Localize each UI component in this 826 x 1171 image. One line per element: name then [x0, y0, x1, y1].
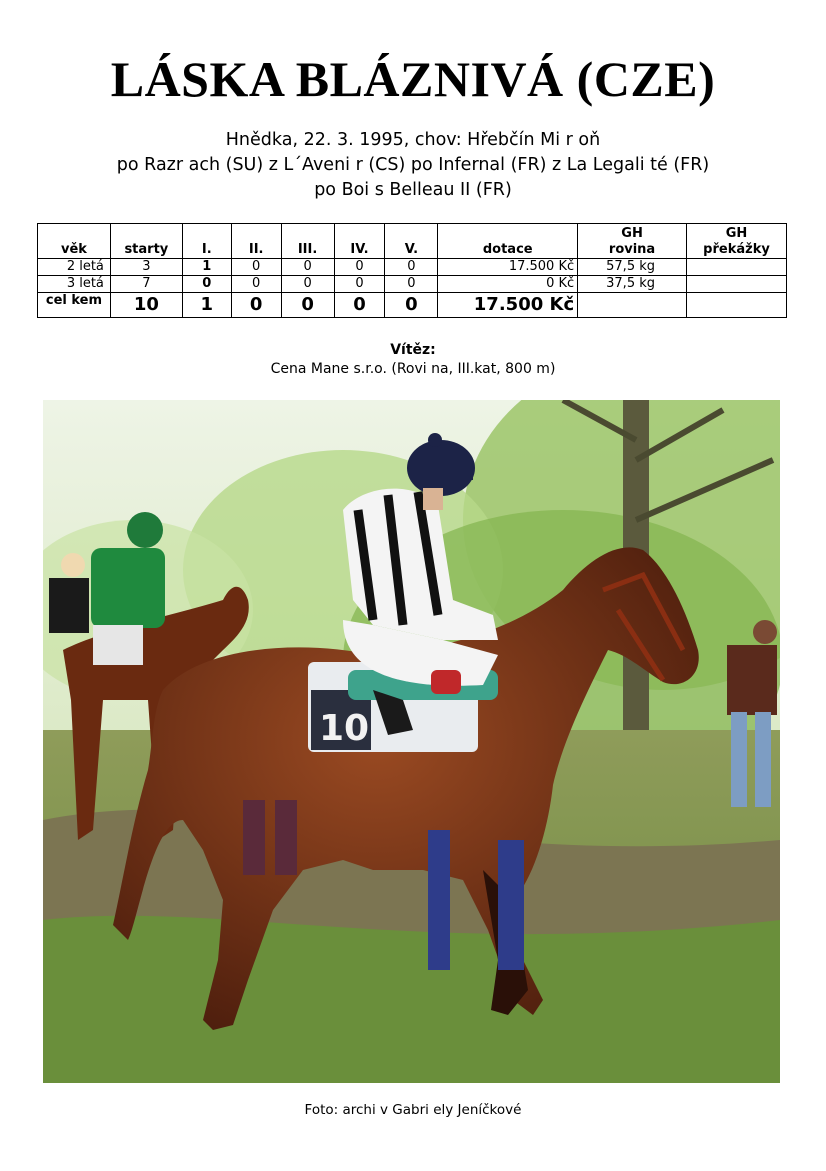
race-statistics-table	[37, 223, 787, 318]
row-prize: 17.500 Kč	[438, 259, 578, 276]
page-title: LÁSKA BLÁZNIVÁ (CZE)	[110, 51, 716, 107]
row-gh-jump	[686, 259, 786, 276]
header-gh-jump	[686, 224, 786, 259]
header-prize: dotace	[438, 224, 578, 259]
row-second: 0	[231, 276, 281, 293]
row-age: 2 letá	[38, 259, 111, 276]
pedigree-block	[0, 128, 826, 203]
row-prize: 0 Kč	[438, 276, 578, 293]
row-starts: 3	[110, 259, 182, 276]
header-starts: starty	[110, 224, 182, 259]
header-gh-flat	[578, 224, 687, 259]
total-gh-jump	[686, 293, 786, 318]
table-row	[38, 259, 787, 276]
table-total-row	[38, 293, 787, 318]
total-second: 0	[231, 293, 281, 318]
header-gh-flat-line2: rovina	[608, 242, 656, 257]
header-age: věk	[38, 224, 111, 259]
row-third: 0	[281, 259, 334, 276]
total-prize: 17.500 Kč	[438, 293, 578, 318]
total-third: 0	[281, 293, 334, 318]
header-second: II.	[231, 224, 281, 259]
horse-photo-illustration	[43, 400, 780, 1083]
row-first: 1	[182, 259, 231, 276]
row-fifth: 0	[385, 259, 438, 276]
total-gh-flat	[578, 293, 687, 318]
row-gh-flat: 57,5 kg	[578, 259, 687, 276]
pedigree-line-3: po Boi s Belleau II (FR)	[314, 180, 512, 200]
row-first: 0	[182, 276, 231, 293]
table-row	[38, 276, 787, 293]
total-fourth: 0	[334, 293, 385, 318]
row-second: 0	[231, 259, 281, 276]
row-starts: 7	[110, 276, 182, 293]
header-first: I.	[182, 224, 231, 259]
total-fifth: 0	[385, 293, 438, 318]
row-third: 0	[281, 276, 334, 293]
header-fifth: V.	[385, 224, 438, 259]
header-gh-jump-line1: GH	[725, 226, 748, 241]
winner-race: Cena Mane s.r.o. (Rovi na, III.kat, 800 m)	[270, 361, 556, 377]
row-gh-flat: 37,5 kg	[578, 276, 687, 293]
row-fourth: 0	[334, 259, 385, 276]
pedigree-line-1: Hnědka, 22. 3. 1995, chov: Hřebčín Mi r oň	[225, 130, 601, 150]
row-fourth: 0	[334, 276, 385, 293]
header-gh-flat-line1: GH	[621, 226, 643, 241]
row-fifth: 0	[385, 276, 438, 293]
header-third: III.	[281, 224, 334, 259]
winner-label: Vítěz:	[390, 342, 436, 358]
horse-photo	[43, 400, 780, 1083]
saddle-number: 10	[319, 708, 370, 749]
table-header-row	[38, 224, 787, 259]
total-starts: 10	[110, 293, 182, 318]
total-label: cel kem	[38, 293, 111, 318]
header-gh-jump-line2: překážky	[703, 242, 770, 257]
pedigree-line-2: po Razr ach (SU) z L´Aveni r (CS) po Infernal (FR) z La Legali té (FR)	[116, 155, 710, 175]
photo-caption: Foto: archi v Gabri ely Jeníčkové	[304, 1102, 522, 1118]
header-fourth: IV.	[334, 224, 385, 259]
total-first: 1	[182, 293, 231, 318]
row-age: 3 letá	[38, 276, 111, 293]
row-gh-jump	[686, 276, 786, 293]
